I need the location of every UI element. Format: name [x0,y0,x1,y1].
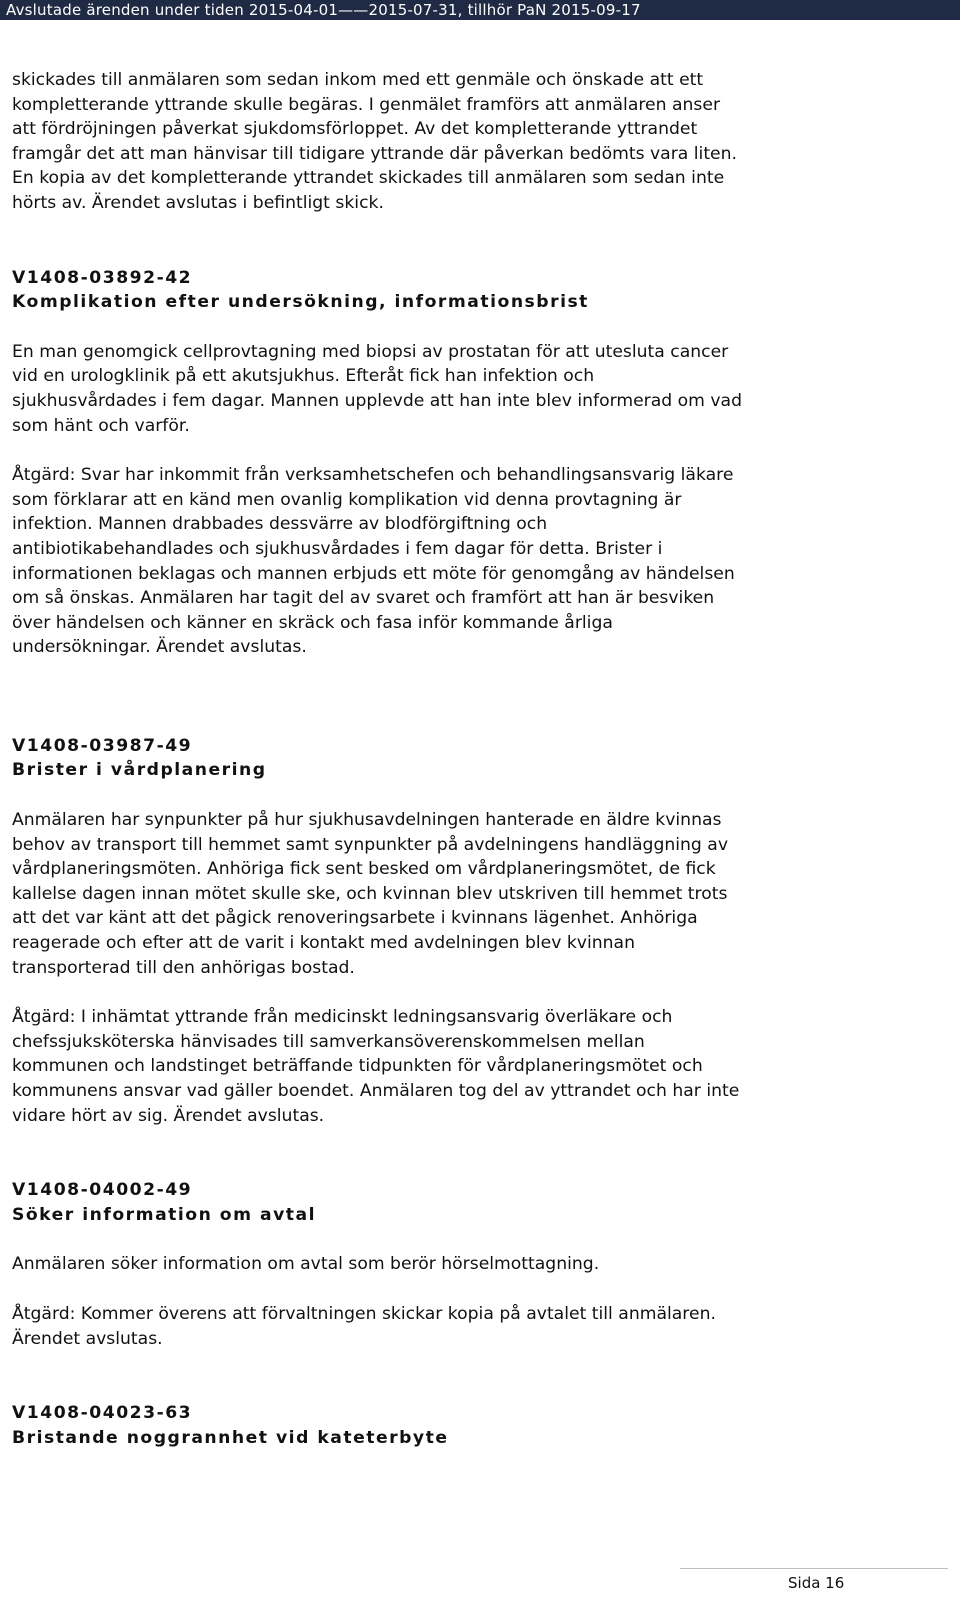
case-title: Söker information om avtal [12,1204,317,1225]
page-number: Sida 16 [788,1574,845,1592]
case-action: Åtgärd: Kommer överens att förvaltningen skickar kopia på avtalet till anmälaren. Ärendet avslutas. [12,1303,716,1349]
case-entry [12,266,940,660]
case-title: Komplikation efter undersökning, informationsbrist [12,292,589,313]
running-header [0,0,960,20]
case-entry [12,1401,940,1450]
case-description: Anmälaren söker information om avtal som berör hörselmottagning. [12,1254,600,1275]
case-action: Åtgärd: Svar har inkommit från verksamhetschefen och behandlingsansvarig läkare som förklarar att en känd men ovanlig komplikation vid denna provtagning är infektion. Mannen drabbades dessvärre av blodförgiftning och antibiotikabehandlades och sjukhusvårdades i fem dagar för detta. Brister i informationen beklagas och mannen erbjuds ett möte för genomgång av händelsen om så önskas. Anmälaren har tagit del av svaret och framfört att han är besviken över händelsen och känner en skräck och fasa inför kommande årliga undersökningar. Ärendet avslutas. [12,465,735,658]
intro-paragraph: skickades till anmälaren som sedan inkom med ett genmäle och önskade att ett kompletterande yttrande skulle begäras. I genmälet framförs att anmälaren anser att fördröjningen påverkat sjukdomsförloppet. Av det kompletterande yttrandet framgår det att man hänvisar till tidigare yttrande där påverkan bedömts vara liten. En kopia av det kompletterande yttrandet skickades till anmälaren som sedan inte hörts av. Ärendet avslutas i befintligt skick. [12,70,737,213]
case-title: Bristande noggrannhet vid kateterbyte [12,1427,449,1448]
case-description: En man genomgick cellprovtagning med biopsi av prostatan för att utesluta cancer vid en urologklinik på ett akutsjukhus. Efteråt fick han infektion och sjukhusvårdades i fem dagar. Mannen upplevde att han inte blev informerad om vad som hänt och varför. [12,341,742,436]
document-body [12,68,940,1450]
case-id: V1408-04023-63 [12,1403,193,1424]
case-id: V1408-03892-42 [12,267,193,288]
footer-divider [680,1568,948,1569]
case-entry [12,1178,940,1351]
case-description: Anmälaren har synpunkter på hur sjukhusavdelningen hanterade en äldre kvinnas behov av transport till hemmet samt synpunkter på avdelningens handläggning av vårdplaneringsmöten. Anhöriga fick sent besked om vårdplaneringsmötet, de fick kallelse dagen innan mötet skulle ske, och kvinnan blev utskriven till hemmet trots att det var känt att det pågick renoveringsarbete i kvinnans lägenhet. Anhöriga reagerade och efter att de varit i kontakt med avdelningen blev kvinnan transporterad till den anhörigas bostad. [12,810,729,978]
case-action: Åtgärd: I inhämtat yttrande från medicinskt ledningsansvarig överläkare och chefssjuksköterska hänvisades till samverkansöverenskommelsen mellan kommunen och landstinget beträffande tidpunkten för vårdplaneringsmötet och kommunens ansvar vad gäller boendet. Anmälaren tog del av yttrandet och har inte vidare hört av sig. Ärendet avslutas. [12,1007,740,1126]
header-title: Avslutade ärenden under tiden 2015-04-01——2015-07-31, tillhör PaN 2015-09-17 [6,1,641,19]
case-id: V1408-03987-49 [12,735,193,756]
case-title: Brister i vårdplanering [12,760,267,781]
case-entry [12,734,940,1128]
case-id: V1408-04002-49 [12,1180,193,1201]
